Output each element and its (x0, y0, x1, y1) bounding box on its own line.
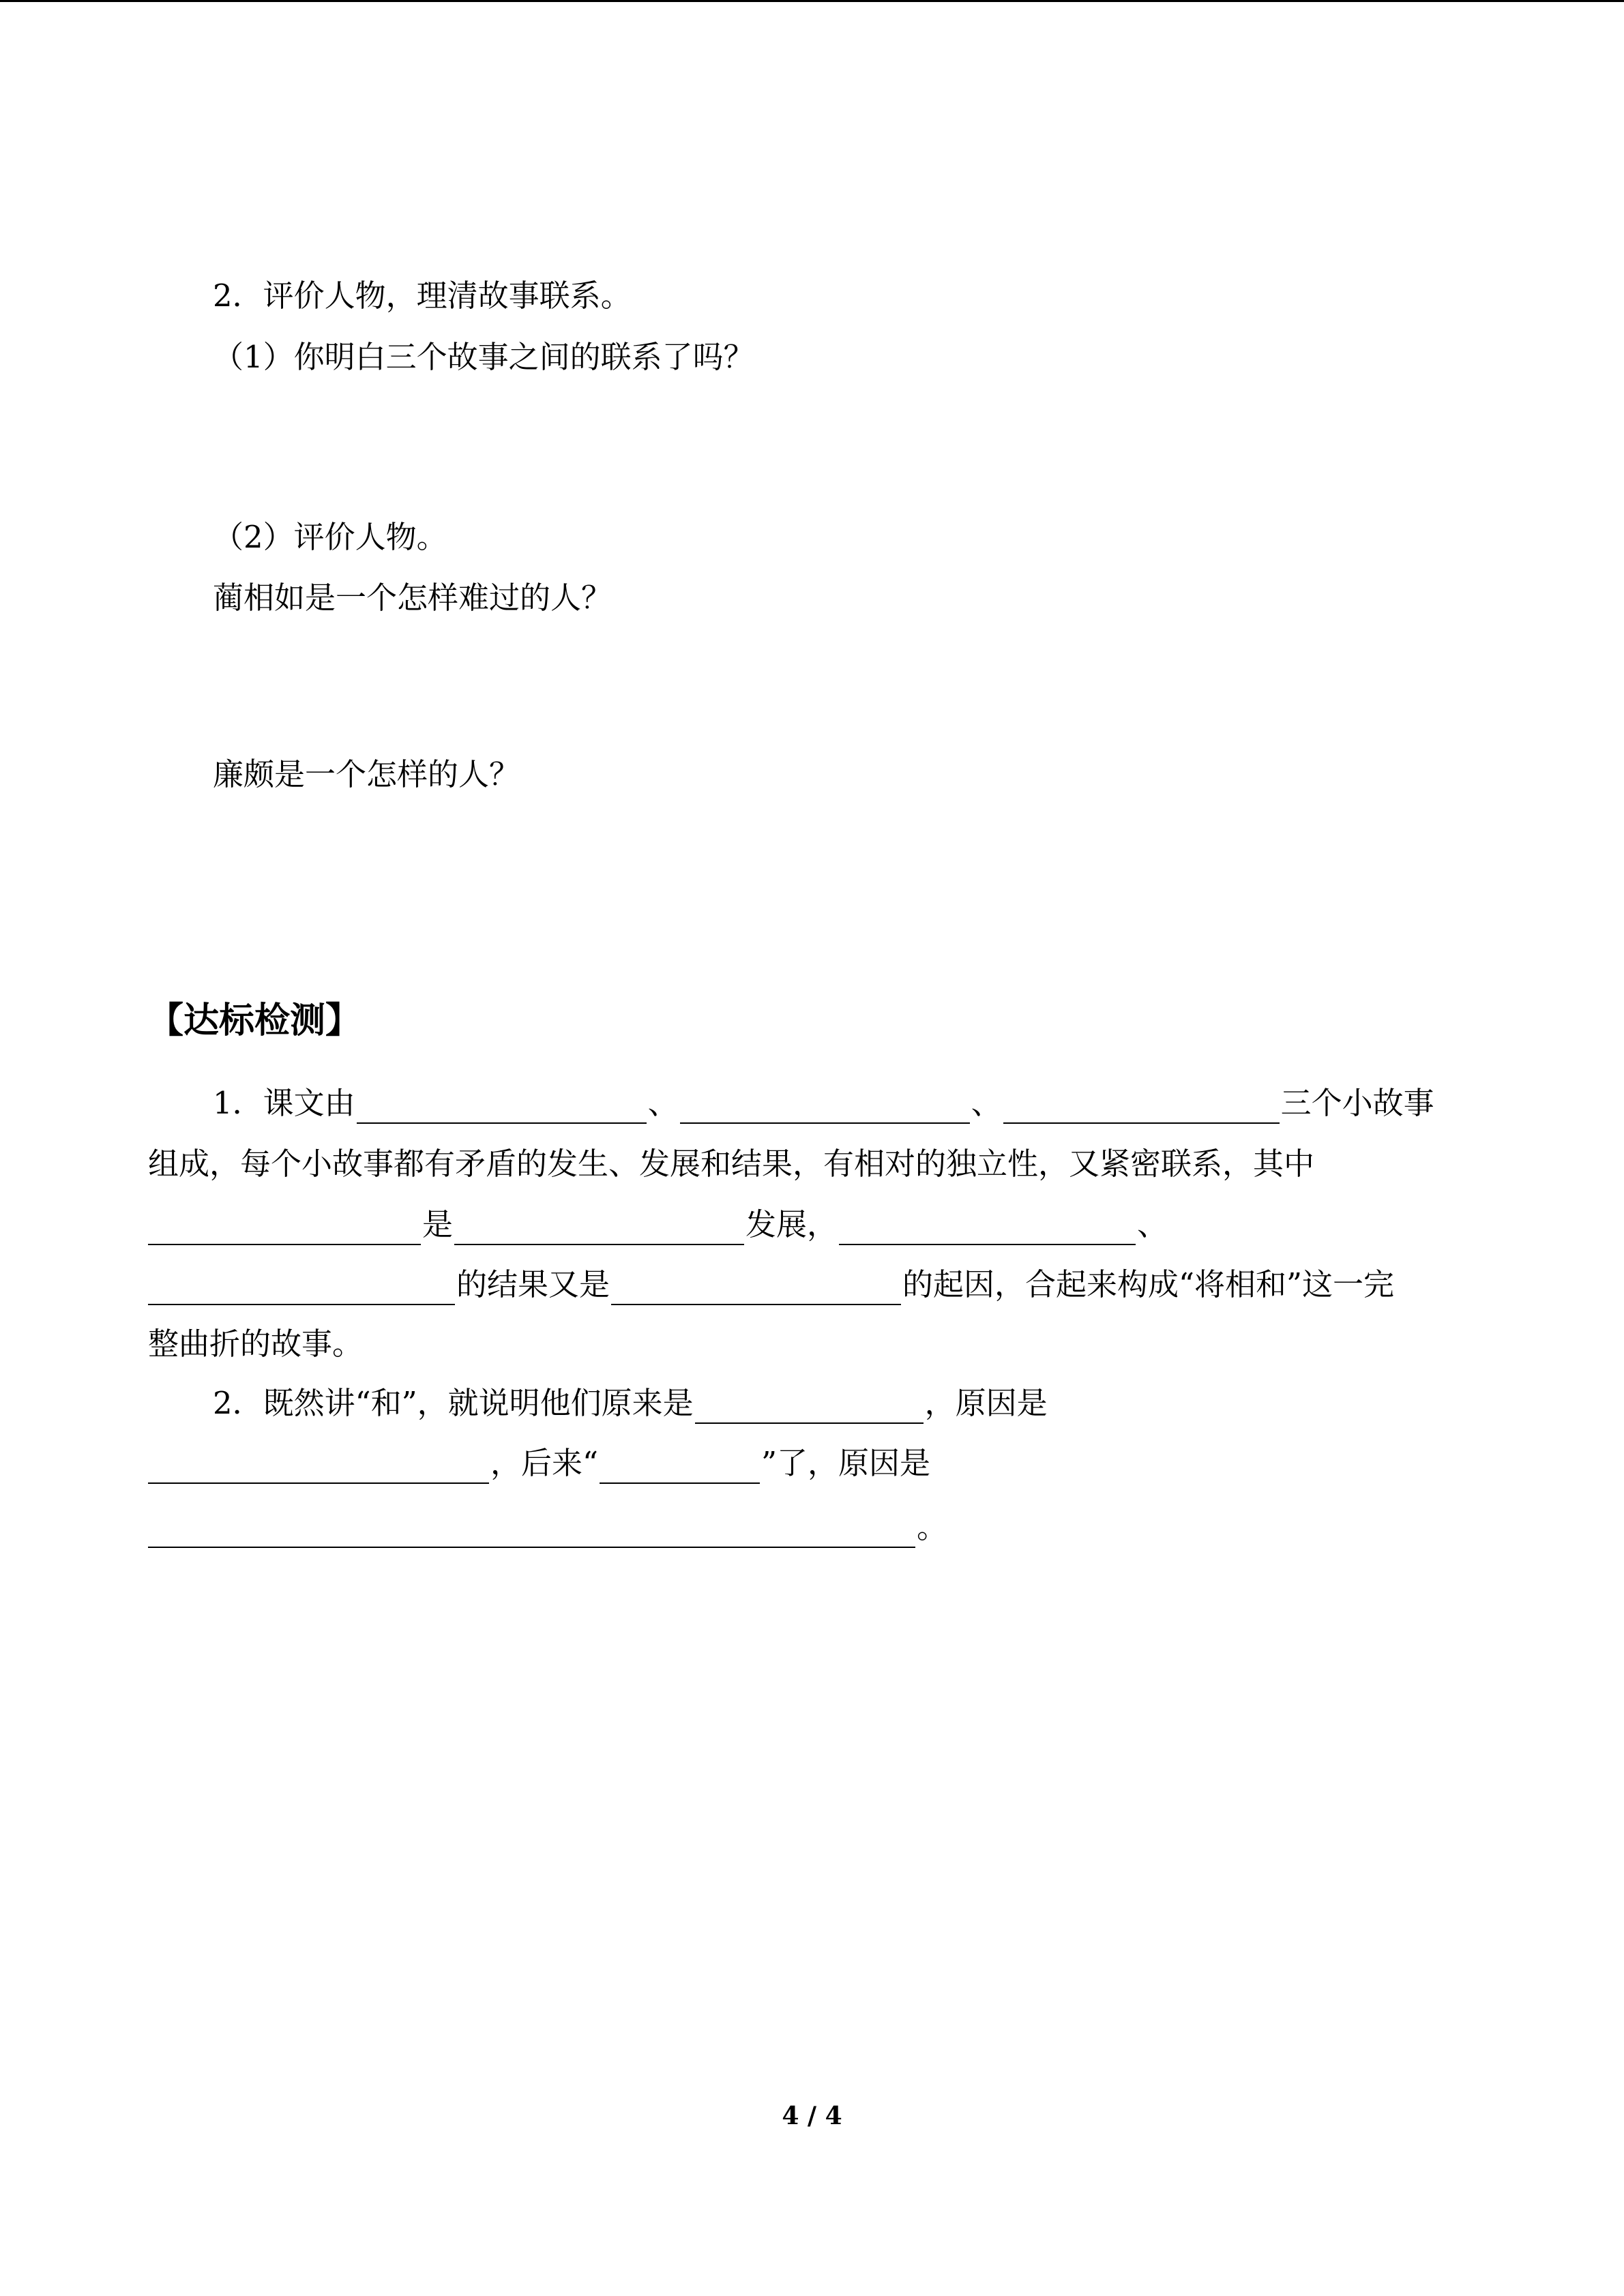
ex1-sep-2: 、 (971, 1085, 1002, 1121)
exercise-1-line-4 (148, 1264, 1394, 1305)
fill-blank-6[interactable] (839, 1210, 1136, 1245)
ex2-text-3: ，后来“ (490, 1445, 599, 1481)
fill-blank-7[interactable] (148, 1270, 455, 1305)
ex2-text-4: ”了，原因是 (761, 1445, 931, 1481)
exercise-1-line-3 (148, 1204, 1168, 1245)
ex1-text-2: 三个小故事 (1280, 1085, 1434, 1121)
fill-blank-10[interactable] (148, 1448, 489, 1484)
fill-blank-4[interactable] (148, 1210, 421, 1245)
part2-heading: 2．评价人物，理清故事联系。 (213, 278, 632, 314)
ex1-sep-1: 、 (647, 1085, 679, 1121)
exercise-1-line-1 (213, 1083, 1434, 1124)
fill-blank-8[interactable] (611, 1270, 901, 1305)
ex1-text-1: 1．课文由 (213, 1085, 355, 1121)
ex1-text-3: 是 (422, 1206, 454, 1242)
ex2-text-5: 。 (917, 1509, 948, 1545)
fill-blank-12[interactable] (148, 1512, 915, 1548)
page-top-border (0, 0, 1624, 2)
page-number: 4 / 4 (782, 2102, 842, 2130)
fill-blank-3[interactable] (1003, 1088, 1280, 1124)
section-title: 【达标检测】 (148, 1000, 361, 1041)
ex1-text-7: 的起因，合起来构成“将相和”这一完 (902, 1266, 1395, 1302)
question-2: （2）评价人物。 (213, 519, 447, 555)
fill-blank-1[interactable] (357, 1088, 647, 1124)
question-2a: 蔺相如是一个怎样难过的人？ (213, 580, 612, 616)
question-2b: 廉颇是一个怎样的人？ (213, 756, 520, 792)
fill-blank-9[interactable] (695, 1388, 924, 1424)
question-1: （1）你明白三个故事之间的联系了吗？ (213, 339, 754, 375)
ex2-text-2: ，原因是 (924, 1385, 1048, 1421)
exercise-1-line-2: 组成，每个小故事都有矛盾的发生、发展和结果，有相对的独立性，又紧密联系，其中 (148, 1146, 1315, 1182)
fill-blank-5[interactable] (454, 1210, 744, 1245)
ex1-text-6: 的结果又是 (456, 1266, 610, 1302)
ex1-text-5: 、 (1137, 1206, 1168, 1242)
exercise-1-line-5: 整曲折的故事。 (148, 1326, 364, 1362)
exercise-2-line-2 (148, 1443, 930, 1484)
fill-blank-11[interactable] (600, 1448, 760, 1484)
ex1-text-4: 发展， (745, 1206, 838, 1242)
exercise-2-line-1 (213, 1383, 1048, 1424)
fill-blank-2[interactable] (680, 1088, 970, 1124)
ex2-text-1: 2．既然讲“和”，就说明他们原来是 (213, 1385, 694, 1421)
exercise-2-line-3 (148, 1507, 947, 1548)
